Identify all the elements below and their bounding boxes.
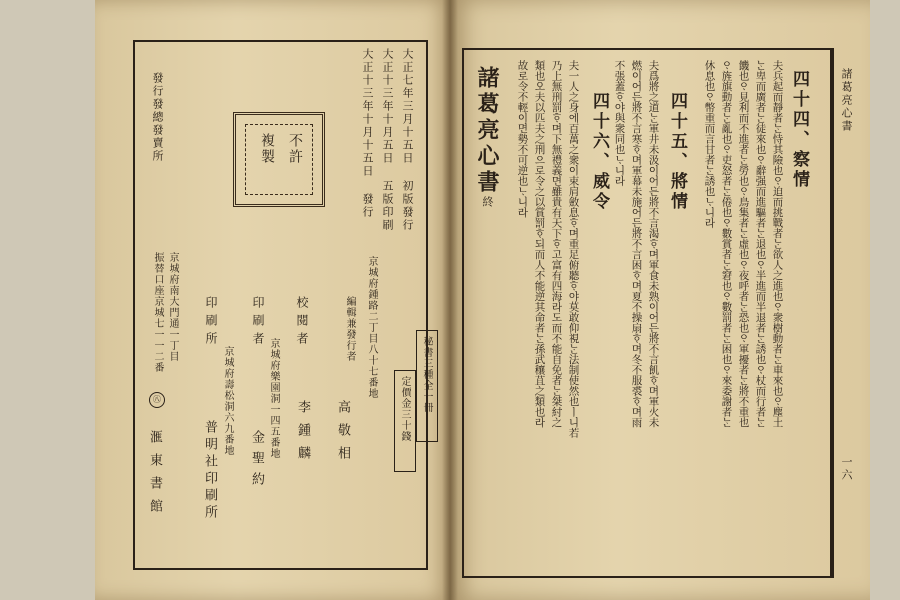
seller-name: 滙東書館: [147, 430, 162, 522]
date-first-edition: 大正七年三月十五日 初版發行: [401, 48, 414, 232]
print-shop-address: 京城府壽松洞六九番地: [222, 346, 233, 456]
book-gutter: [442, 0, 458, 600]
section-46-line-2: 乃上無刑罰ᄒᆞ며下無禮義면雖貴有天下ᄒᆞ고富有四海라도而不能自免者ᄂᆞᆫ桀紂之: [550, 60, 563, 428]
seller-address-2: 振替口座京城七一一二番: [152, 252, 163, 373]
seller-address-1: 京城府南大門通一丁目: [167, 252, 178, 362]
print-shop-label: 印刷所: [204, 296, 218, 350]
page-number: 一六: [840, 456, 853, 482]
stamp-text-1: 不許: [287, 133, 303, 165]
no-reproduction-stamp: [233, 112, 325, 207]
section-46-line-3: 類也오夫以匹夫之刑으로令之以賞罰ᄒᆞ되而人不能逆其命者ᄂᆞᆫ孫武穰苴之類也라: [533, 60, 546, 428]
running-head: 諸葛亮心書: [840, 68, 853, 133]
section-45-title: 四十五、將情: [667, 92, 687, 212]
printer-address: 京城府樂園洞一四五番地: [268, 338, 279, 459]
section-46-line-1: 夫一人之身에百萬之衆이束肩斂息ᄒᆞ며重足俯聽ᄒᆞ야莫敢仰視ᄂᆞᆫ法制使然也ㅣ니若: [567, 60, 580, 438]
margin-rule: [832, 48, 834, 578]
section-44-line-2: ᄂᆞᆫ卑而廣者ᄂᆞᆫ徒來也ᄋᆞ辭强而進驅者ᄂᆞᆫ退也ᄋᆞ半進而半退者ᄂᆞᆫ誘也ᄋᆞ杖而行者ᄂᆞᆫ: [754, 60, 767, 428]
section-45-line-1: 夫爲將之道ᄂᆞᆫ軍井未汲이어든將不言渴ᄒᆞ며軍食未熟이어든將不言飢ᄒᆞ며軍火未: [647, 60, 660, 428]
section-44-title: 四十四、察情: [789, 70, 809, 190]
stamp-text-2: 複製: [259, 133, 275, 165]
price: 定價金三十錢: [399, 376, 410, 442]
book-note: 秘書三種全一冊: [421, 336, 432, 413]
print-shop-name: 普明社印刷所: [202, 420, 217, 522]
editor-address: 京城府鍾路二丁目八十七番地: [366, 256, 377, 399]
end-mark: 終: [481, 196, 494, 209]
printer-label: 印刷者: [251, 296, 265, 350]
seller-label: 發行發總發賣所: [151, 72, 164, 163]
editor-label: 編輯兼發行者: [344, 296, 355, 362]
book-title-end: 諸葛亮心書: [474, 66, 500, 196]
date-issue: 大正十三年十月十五日 發行: [361, 48, 374, 219]
section-46-title: 四十六、威令: [589, 92, 609, 212]
section-46-line-4: 故로令不輕이면勢不可逆也ᄂᆞ니라: [516, 60, 529, 218]
editor-name: 高敬相: [335, 400, 350, 469]
section-44-line-5: 休息也ᄋᆞ幣重而言甘者ᄂᆞᆫ誘也ᄂᆞ니라: [703, 60, 716, 228]
date-fifth-printing: 大正十三年十月五日 五版印刷: [381, 48, 394, 232]
section-45-line-2: 燃이어든將不言寒ᄒᆞ며軍幕未施어든將不言困ᄒᆞ며夏不操扇ᄒᆞ며冬不服裘ᄒᆞ며雨: [630, 60, 643, 428]
section-44-line-4: ᄋᆞ旌旗動者ᄂᆞᆫ亂也ᄋᆞ吏怒者ᄂᆞᆫ倦也ᄋᆞ數賞者ᄂᆞᆫ窘也ᄋᆞ數罰者ᄂᆞᆫ困也ᄋᆞ來委謝者ᄂᆞᆫ: [720, 60, 733, 428]
section-45-line-3: 不張蓋ᄒᆞ야與衆同也ᄂᆞ니라: [613, 60, 626, 186]
section-44-line-3: 饑也ᄋᆞ見利而不進者ᄂᆞᆫ勞也ᄋᆞ鳥集者ᄂᆞᆫ虛也ᄋᆞ夜呼者ᄂᆞᆫ恐也ᄋᆞ軍擾者ᄂᆞᆫ將不重也: [737, 60, 750, 428]
printer-name: 金聖約: [249, 430, 264, 493]
proofreader-label: 校閱者: [295, 296, 309, 350]
proofreader-name: 李鍾麟: [295, 400, 310, 469]
section-44-line-1: 夫兵起而靜者ᄂᆞᆫ恃其險也ᄋᆞ迫而挑戰者ᄂᆞᆫ欲人之進也ᄋᆞ衆樹動者ᄂᆞᆫ車來也ᄋᆞ塵土: [771, 60, 784, 428]
publisher-mark: ㊇: [149, 392, 165, 408]
